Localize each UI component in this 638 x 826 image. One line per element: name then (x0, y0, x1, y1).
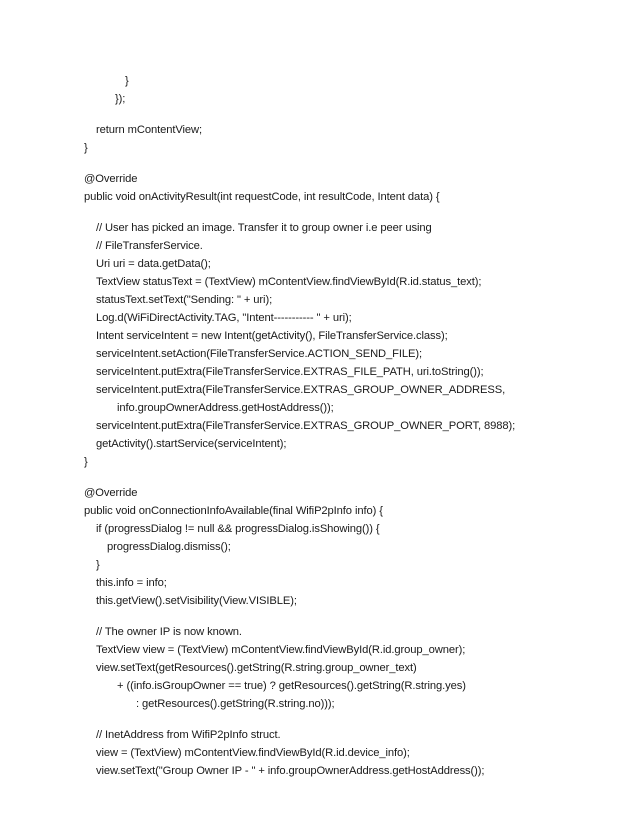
code-line: Log.d(WiFiDirectActivity.TAG, "Intent----------- " + uri); (96, 312, 352, 324)
code-line: }); (115, 93, 126, 105)
code-line: getActivity().startService(serviceIntent); (96, 438, 287, 450)
code-line: // User has picked an image. Transfer it to group owner i.e peer using (96, 222, 432, 234)
code-line: // InetAddress from WifiP2pInfo struct. (96, 729, 281, 741)
code-line: } (125, 75, 129, 87)
code-line: } (84, 142, 88, 154)
code-line: public void onActivityResult(int requestCode, int resultCode, Intent data) { (84, 191, 440, 203)
code-line: return mContentView; (96, 124, 202, 136)
code-line: public void onConnectionInfoAvailable(final WifiP2pInfo info) { (84, 505, 383, 517)
code-line: serviceIntent.putExtra(FileTransferService.EXTRAS_GROUP_OWNER_PORT, 8988); (96, 420, 516, 432)
code-line: // FileTransferService. (96, 240, 203, 252)
code-line: Uri uri = data.getData(); (96, 258, 211, 270)
code-line: // The owner IP is now known. (96, 626, 242, 638)
code-line: @Override (84, 487, 138, 499)
code-line: this.info = info; (96, 577, 167, 589)
code-line: view.setText("Group Owner IP - " + info.groupOwnerAddress.getHostAddress()); (96, 765, 485, 777)
code-line: serviceIntent.setAction(FileTransferService.ACTION_SEND_FILE); (96, 348, 423, 360)
code-line: Intent serviceIntent = new Intent(getActivity(), FileTransferService.class); (96, 330, 448, 342)
code-line: if (progressDialog != null && progressDialog.isShowing()) { (96, 523, 380, 535)
code-line: view = (TextView) mContentView.findViewById(R.id.device_info); (96, 747, 410, 759)
code-line: info.groupOwnerAddress.getHostAddress()); (117, 402, 334, 414)
code-line: @Override (84, 173, 138, 185)
code-line: TextView view = (TextView) mContentView.findViewById(R.id.group_owner); (96, 644, 466, 656)
code-line: serviceIntent.putExtra(FileTransferService.EXTRAS_FILE_PATH, uri.toString()); (96, 366, 484, 378)
code-line: + ((info.isGroupOwner == true) ? getResources().getString(R.string.yes) (117, 680, 466, 692)
code-line: serviceIntent.putExtra(FileTransferService.EXTRAS_GROUP_OWNER_ADDRESS, (96, 384, 506, 396)
code-line: view.setText(getResources().getString(R.string.group_owner_text) (96, 662, 417, 674)
code-line: } (96, 559, 100, 571)
code-line: } (84, 456, 88, 468)
code-line: this.getView().setVisibility(View.VISIBLE); (96, 595, 297, 607)
code-line: TextView statusText = (TextView) mContentView.findViewById(R.id.status_text); (96, 276, 482, 288)
code-line: : getResources().getString(R.string.no))); (136, 698, 335, 710)
code-line: progressDialog.dismiss(); (107, 541, 231, 553)
code-line: statusText.setText("Sending: " + uri); (96, 294, 273, 306)
